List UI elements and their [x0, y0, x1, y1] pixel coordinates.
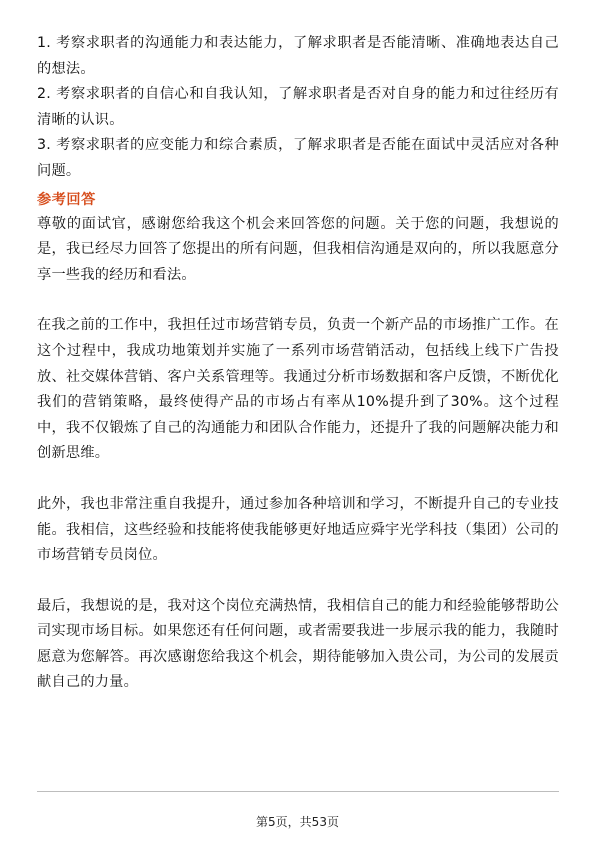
paragraph-spacer	[37, 467, 559, 492]
answer-paragraph-2: 在我之前的工作中，我担任过市场营销专员，负责一个新产品的市场推广工作。在这个过程中，我成功地策划并实施了一系列市场营销活动，包括线上线下广告投放、社交媒体营销、客户关系管理等。我通过分析市场数据和客户反馈，不断优化我们的营销策略，最终使得产品的市场占有率从10%提升到了30%。这个过程中，我不仅锻炼了自己的沟通能力和团队合作能力，还提升了我的问题解决能力和创新思维。	[37, 317, 559, 462]
paragraph-spacer	[37, 288, 559, 313]
evaluation-point-2: 2. 考察求职者的自信心和自我认知，了解求职者是否对自身的能力和过往经历有清晰的认识。	[37, 86, 559, 128]
footer-divider	[37, 791, 559, 792]
page-content	[37, 31, 559, 696]
paragraph-spacer	[37, 569, 559, 594]
answer-paragraph-1: 尊敬的面试官，感谢您给我这个机会来回答您的问题。关于您的问题，我想说的是，我已经尽力回答了您提出的所有问题，但我相信沟通是双向的，所以我愿意分享一些我的经历和看法。	[37, 215, 559, 283]
answer-paragraph-3: 此外，我也非常注重自我提升，通过参加各种培训和学习，不断提升自己的专业技能。我相信，这些经验和技能将使我能够更好地适应舜宇光学科技（集团）公司的市场营销专员岗位。	[37, 495, 559, 564]
answer-paragraph-4: 最后，我想说的是，我对这个岗位充满热情，我相信自己的能力和经验能够帮助公司实现市场目标。如果您还有任何问题，或者需要我进一步展示我的能力，我随时愿意为您解答。再次感谢您给我这个机会，期待能够加入贵公司，为公司的发展贡献自己的力量。	[37, 597, 559, 691]
answer-heading: 参考回答	[37, 191, 96, 208]
evaluation-point-1: 1. 考察求职者的沟通能力和表达能力，了解求职者是否能清晰、准确地表达自己的想法。	[37, 35, 559, 77]
evaluation-point-3: 3. 考察求职者的应变能力和综合素质，了解求职者是否能在面试中灵活应对各种问题。	[37, 137, 559, 179]
page-number: 第5页，共53页	[256, 815, 339, 829]
